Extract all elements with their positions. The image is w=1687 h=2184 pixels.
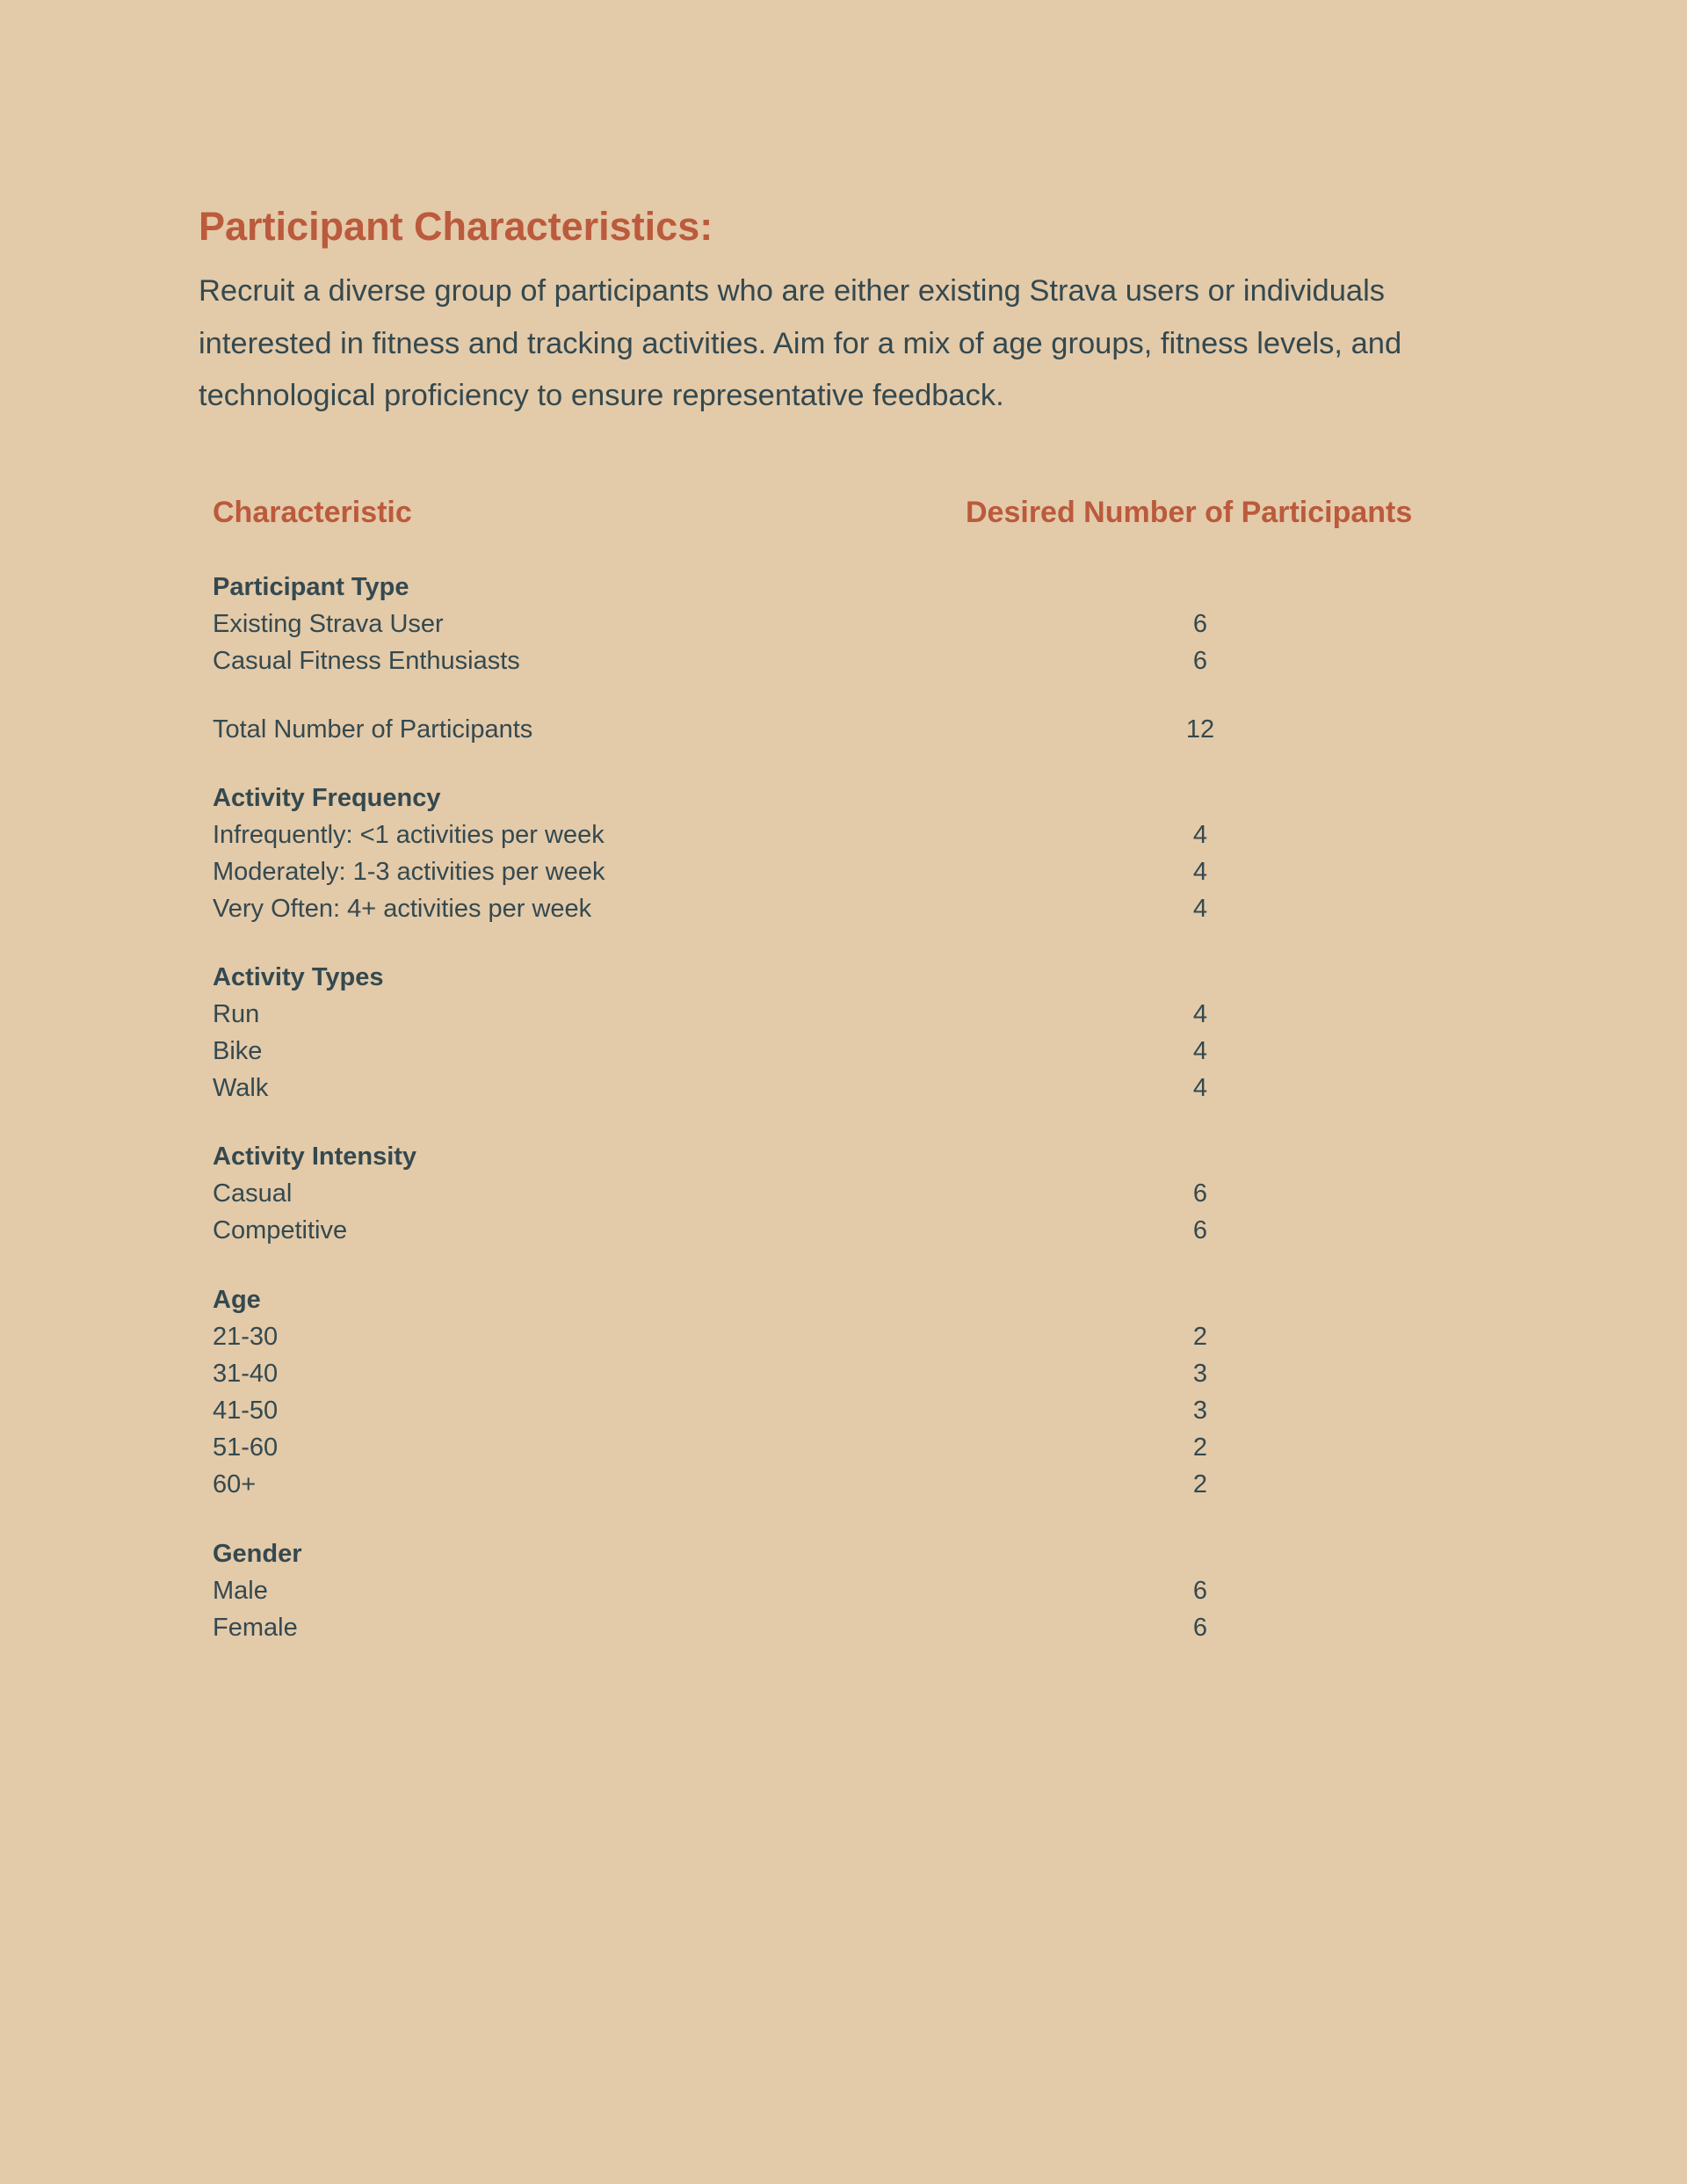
row-label: 31-40 bbox=[213, 1360, 279, 1388]
row-label: Run bbox=[213, 1000, 260, 1028]
row-value: 12 bbox=[1185, 715, 1215, 744]
row-value: 3 bbox=[1192, 1360, 1208, 1388]
row-label: 21-30 bbox=[213, 1323, 279, 1351]
group-heading: Activity Intensity bbox=[213, 1143, 417, 1171]
row-label: Walk bbox=[213, 1074, 269, 1102]
row-value: 2 bbox=[1192, 1470, 1208, 1498]
intro-paragraph: Recruit a diverse group of participants who are either existing Strava users or individuals interested in fitness and tracking activities. Aim for a mix of age groups, fitness levels, and technological proficiency to ensure representative feedback. bbox=[199, 274, 1402, 412]
row-label: Very Often: 4+ activities per week bbox=[213, 895, 592, 923]
column-header-desired-number: Desired Number of Participants bbox=[966, 496, 1413, 529]
group-heading: Activity Types bbox=[213, 963, 384, 991]
row-label: Existing Strava User bbox=[213, 610, 444, 638]
group-heading: Activity Frequency bbox=[213, 784, 441, 812]
row-label: Casual Fitness Enthusiasts bbox=[213, 647, 520, 675]
row-value: 4 bbox=[1192, 895, 1208, 923]
row-value: 6 bbox=[1192, 610, 1208, 638]
row-label: 41-50 bbox=[213, 1397, 279, 1425]
row-value: 6 bbox=[1192, 1179, 1208, 1208]
row-label: Casual bbox=[213, 1179, 293, 1208]
row-label: Infrequently: <1 activities per week bbox=[213, 821, 605, 849]
row-value: 4 bbox=[1192, 1000, 1208, 1028]
row-value: 4 bbox=[1192, 858, 1208, 886]
row-label: Total Number of Participants bbox=[213, 715, 533, 744]
column-header-characteristic: Characteristic bbox=[213, 496, 412, 529]
row-label: Competitive bbox=[213, 1216, 348, 1244]
row-value: 2 bbox=[1192, 1433, 1208, 1462]
row-value: 4 bbox=[1192, 821, 1208, 849]
row-value: 6 bbox=[1192, 1216, 1208, 1244]
group-heading: Gender bbox=[213, 1540, 302, 1568]
row-label: Male bbox=[213, 1577, 268, 1605]
row-value: 4 bbox=[1192, 1037, 1208, 1065]
row-label: Female bbox=[213, 1614, 298, 1642]
row-label: Moderately: 1-3 activities per week bbox=[213, 858, 605, 886]
row-label: 51-60 bbox=[213, 1433, 279, 1462]
row-value: 3 bbox=[1192, 1397, 1208, 1425]
row-label: Bike bbox=[213, 1037, 263, 1065]
row-value: 2 bbox=[1192, 1323, 1208, 1351]
group-heading: Age bbox=[213, 1286, 261, 1314]
group-heading: Participant Type bbox=[213, 573, 409, 601]
row-value: 6 bbox=[1192, 1577, 1208, 1605]
row-value: 6 bbox=[1192, 647, 1208, 675]
row-label: 60+ bbox=[213, 1470, 257, 1498]
page-title: Participant Characteristics: bbox=[199, 204, 713, 249]
row-value: 4 bbox=[1192, 1074, 1208, 1102]
row-value: 6 bbox=[1192, 1614, 1208, 1642]
